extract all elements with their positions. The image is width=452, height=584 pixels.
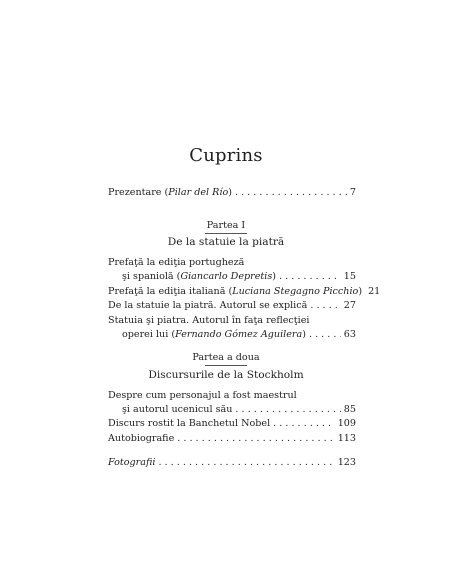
toc-page-number: 85: [343, 404, 356, 415]
dot-leader: [158, 456, 334, 470]
toc-page-number: 7: [349, 187, 356, 198]
part-2-title: Discursurile de la Stockholm: [148, 369, 304, 381]
toc-entry-text: Fotografii: [108, 457, 156, 468]
toc-entry-author: Pilar del Río: [168, 187, 229, 198]
toc-entry-text: şi spaniolă (Giancarlo Depretis): [122, 271, 277, 282]
toc-page-number: 21: [368, 286, 381, 297]
toc-entry-prefata-italiana: [108, 285, 381, 299]
part-1-title: De la statuie la piatră: [167, 236, 285, 248]
toc-entry-text: De la statuie la piatră. Autorul se explică: [108, 300, 308, 311]
toc-entry-text: operei lui (Fernando Gómez Aguilera): [122, 329, 306, 340]
toc-entry-fotografii: [108, 456, 356, 470]
toc-entry-despre-personaj: [108, 389, 356, 417]
toc-entry-text: Autobiografie: [108, 433, 175, 444]
dot-leader: [235, 403, 340, 417]
toc-entry-author: Fernando Gómez Aguilera: [175, 329, 303, 340]
toc-entry-text: Prefaţă la ediţia italiană (Luciana Stegagno Picchio): [108, 286, 363, 297]
toc-page-number: 113: [337, 433, 356, 444]
toc-entry-prezentare: [108, 186, 356, 200]
part-1-label: Partea I: [206, 220, 246, 231]
toc-entry-text: Prezentare (Pilar del Río): [108, 187, 232, 198]
part-2-label: Partea a doua: [192, 352, 260, 363]
toc-page-number: 123: [337, 457, 356, 468]
toc-page-number: 63: [343, 329, 356, 340]
toc-entry-text: Discurs rostit la Banchetul Nobel: [108, 418, 271, 429]
dot-leader: [279, 270, 341, 284]
toc-page-number: 15: [343, 271, 356, 282]
toc-entry-statuie-piatra: [108, 299, 356, 313]
toc-entry-text: şi autorul ucenicul său: [122, 404, 233, 415]
dot-leader: [177, 432, 334, 446]
toc-entry-text: Prefaţă la ediţia portugheză: [108, 257, 245, 268]
toc-entry-discurs-nobel: [108, 417, 356, 431]
toc-page-number: 27: [343, 300, 356, 311]
toc-entry-author: Luciana Stegagno Picchio: [232, 286, 359, 297]
part-1-rule: [205, 233, 247, 234]
toc-entry-text: Statuia şi piatra. Autorul în faţa reflecţiei: [108, 315, 310, 326]
page-title: Cuprins: [189, 145, 263, 166]
part-2-rule: [205, 365, 247, 366]
dot-leader: [235, 186, 347, 200]
toc-page-number: 109: [337, 418, 356, 429]
toc-entry-autobiografie: [108, 432, 356, 446]
dot-leader: [310, 299, 340, 313]
toc-entry-text: Despre cum personajul a fost maestrul: [108, 390, 297, 401]
dot-leader: [273, 417, 335, 431]
toc-entry-author: Giancarlo Depretis: [180, 271, 273, 282]
toc-entry-prefata-portugheza: [108, 256, 356, 284]
dot-leader: [309, 328, 341, 342]
toc-entry-statuia-si-piatra: [108, 314, 356, 342]
